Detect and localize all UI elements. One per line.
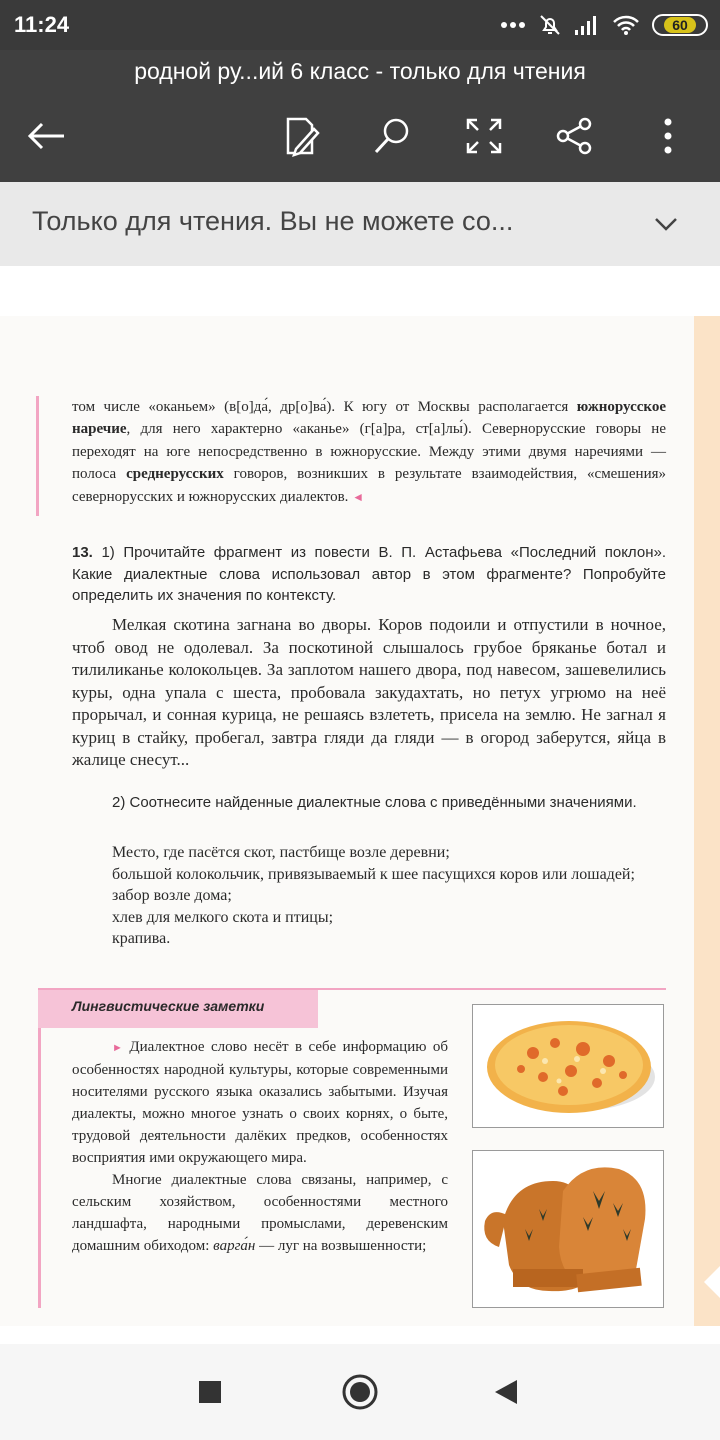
banner-text: Только для чтения. Вы не можете со... (32, 206, 514, 236)
next-page-edge (694, 316, 720, 1326)
notes-p2-text: Многие диалектные слова связаны, например, с сельским хозяйством, особенностями местного ландшафта, народными промыслами, деревенским домашним обиходом: (72, 1172, 448, 1254)
edit-button[interactable] (274, 108, 330, 164)
meaning-item: хлев для мелкого скота и птицы; (112, 908, 334, 926)
status-icons (500, 12, 708, 38)
mitten-image (472, 1150, 664, 1308)
status-bar (0, 0, 720, 50)
task-number: 13. (72, 544, 93, 561)
intro-bold-2: среднерусских (126, 466, 224, 483)
share-icon (554, 116, 594, 156)
back-nav-button[interactable] (480, 1366, 532, 1418)
battery-icon (652, 14, 708, 36)
end-marker: ◄ (352, 489, 365, 504)
notes-paragraph-2 (72, 1169, 448, 1257)
search-button[interactable] (364, 108, 420, 164)
edit-icon (282, 115, 322, 157)
notes-p1-text: Диалектное слово несёт в себе информацию об особенностях народной культуры, которые современными носителями русского языка оказались забытыми. Изучая диалекты, можно многое узнать о своих корнях, о быте, трудовой деятельности далёких предков, особенностях восприятия ими окружающего мира. (72, 1039, 449, 1166)
notes-margin-bar (38, 988, 41, 1308)
notes-dialect-word: варга́н (213, 1238, 256, 1254)
chevron-down-icon[interactable] (650, 208, 682, 240)
astafiev-excerpt: Мелкая скотина загнана во дворы. Коров подоили и отпустили в ночное, чтоб овод не одолевал. За поскотиной слышалось грубое бряканье ботал и тилиликанье колокольцев. За заплотом нашего двора, под навесом, зашевелились куры, одна упала с шеста, пробовала закудахтать, но петух угрюмо на неё прорычал, и сонная курица, не решаясь взлететь, присела на землю. Не загнал я куриц в стайку, пробегал, завтра гляди да гляди — в огород заберутся, яйца в жалице снесут... (72, 615, 666, 769)
recent-apps-icon (197, 1379, 223, 1405)
notes-text (72, 1036, 448, 1257)
document-title: родной ру...ий 6 класс - только для чтения (134, 58, 586, 84)
battery-level: 60 (664, 17, 696, 33)
task-13-part-2: 2) Соотнесите найденные диалектные слова с приведёнными значениями. (112, 794, 637, 811)
more-button[interactable] (640, 108, 696, 164)
task-13 (72, 542, 666, 607)
meaning-item: большой колокольчик, привязываемый к шее пасущихся коров или лошадей; (112, 865, 635, 883)
home-icon (341, 1373, 379, 1411)
notes-title: Лингвистические заметки (38, 990, 318, 1028)
more-icon (663, 118, 673, 154)
read-only-banner[interactable] (0, 182, 720, 266)
back-arrow-icon (26, 121, 66, 151)
back-button[interactable] (18, 108, 74, 164)
meanings-list (72, 842, 666, 950)
bread-image (472, 1004, 664, 1128)
notes-marker: ► (112, 1042, 123, 1054)
app-bar (0, 50, 720, 182)
intro-text-2: , для него характерно «аканье» (г[а]ра, ст[а]лы́). Севернорусские говоры не переходят на юге непосредственно в южнорусские. Между этими двумя наречиями — полоса (72, 421, 666, 483)
intro-text-3: говоров, возникших в результате взаимодействия, «смешения» севернорусских и южнорусских диалектов. (72, 466, 667, 505)
home-button[interactable] (334, 1366, 386, 1418)
back-icon (493, 1378, 519, 1406)
meaning-item: Место, где пасётся скот, пастбище возле деревни; (112, 844, 450, 861)
signal-icon (574, 14, 600, 36)
intro-paragraph (72, 396, 666, 508)
share-button[interactable] (546, 108, 602, 164)
notes-p2-tail: — луг на возвышенности; (255, 1238, 427, 1254)
navigation-bar (0, 1344, 720, 1440)
intro-bold-1: южнорусское наречие (72, 399, 666, 438)
task-13-text: 1) Прочитайте фрагмент из повести В. П. Астафьева «Последний поклон». Какие диалектные слова использовал автор в этом фрагменте? Попробуйте определить их значения по контексту. (72, 544, 666, 604)
wifi-icon (612, 14, 640, 36)
dots-icon (500, 21, 526, 29)
meaning-item: забор возле дома; (112, 887, 232, 904)
intro-text-1: том числе «оканьем» (в[о]да́, др[о]ва́). К югу от Москвы располагается (72, 399, 577, 415)
notes-paragraph-1 (72, 1036, 448, 1169)
document-viewer[interactable] (0, 266, 720, 1344)
search-icon (372, 116, 412, 156)
fullscreen-button[interactable] (456, 108, 512, 164)
page-edge-arrow (704, 1266, 720, 1298)
recent-apps-button[interactable] (184, 1366, 236, 1418)
mute-bell-icon (538, 13, 562, 37)
status-time: 11:24 (14, 12, 70, 37)
intro-margin-bar (36, 396, 39, 516)
meaning-item: крапива. (112, 930, 171, 947)
fullscreen-icon (465, 117, 503, 155)
